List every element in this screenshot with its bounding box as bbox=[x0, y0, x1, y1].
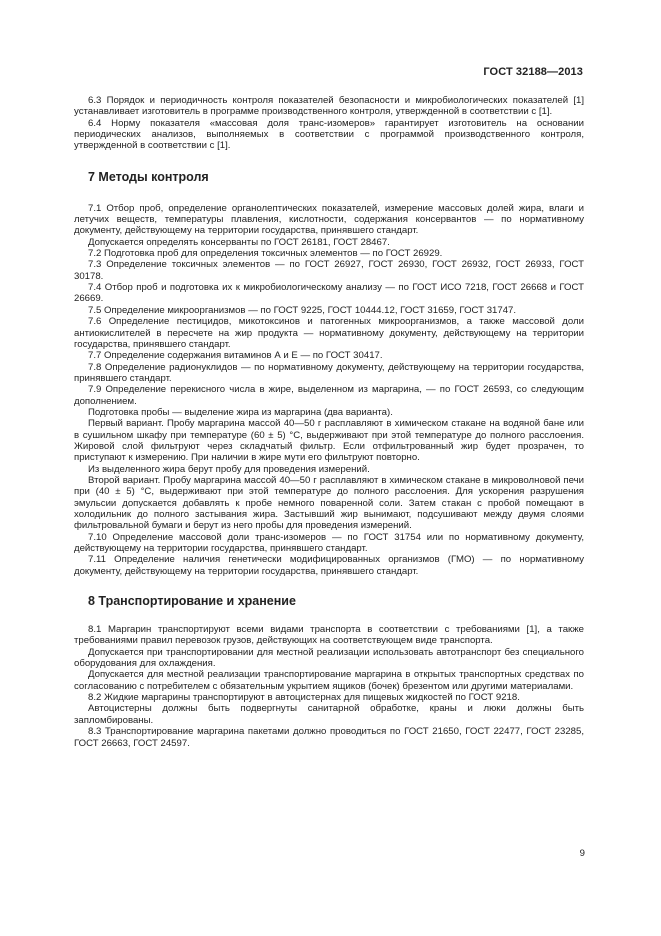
paragraph-8-3: 8.3 Транспортирование маргарина пакетами должно проводиться по ГОСТ 21650, ГОСТ 22477, ГОСТ 23285, ГОСТ 26663, ГОСТ 24597. bbox=[74, 726, 584, 749]
paragraph-7-9-variant-2: Второй вариант. Пробу маргарина массой 40—50 г расплавляют в химическом стакане в микроволновой печи при (40 ± 5) °С, выдерживают при этой температуре до полного расслоения. Для ускорения разрушения эмульсии допускается добавлять к пробе немного поваренной соли. Затем стакан с пробой помещают в холодильник до полного застывания жира. Застывший жир вынимают, подсушивают между двумя слоями фильтровальной бумаги и берут из него пробы для проведения измерений. bbox=[74, 474, 584, 532]
paragraph-8-1-note-a: Допускается при транспортировании для местной реализации использовать автотранспорт без специального оборудования для охлаждения. bbox=[74, 646, 584, 670]
paragraph-7-2: 7.2 Подготовка проб для определения токсичных элементов — по ГОСТ 26929. bbox=[88, 248, 443, 260]
paragraph-7-1-note: Допускается определять консерванты по ГОСТ 26181, ГОСТ 28467. bbox=[88, 236, 390, 248]
paragraph-8-2: 8.2 Жидкие маргарины транспортируют в автоцистернах для пищевых жидкостей по ГОСТ 9218. bbox=[88, 692, 520, 704]
paragraph-7-9-variant-1: Первый вариант. Пробу маргарина массой 40—50 г расплавляют в химическом стакане на водяной бане или в сушильном шкафу при температуре (60 ± 5) °С, выдерживают при этой температуре до полного расслоения. Жировой слой фильтруют через складчатый фильтр. Если отфильтрованный жир будет прозрачен, то приступают к измерению. При наличии в жире мути его фильтруют повторно. bbox=[74, 418, 584, 464]
document-code-header: ГОСТ 32188—2013 bbox=[483, 66, 583, 78]
paragraph-8-2-note: Автоцистерны должны быть подвергнуты санитарной обработке, краны и люки должны быть запломбированы. bbox=[74, 703, 584, 726]
section-7-heading: 7 Методы контроля bbox=[88, 169, 209, 184]
paragraph-6-4: 6.4 Норму показателя «массовая доля транс-изомеров» гарантирует изготовитель на основании периодических анализов, выполняемых в соответствии с программой производственного контроля, утвержденной в соответствии с [1]. bbox=[74, 117, 584, 152]
paragraph-7-7: 7.7 Определение содержания витаминов А и Е — по ГОСТ 30417. bbox=[88, 350, 383, 362]
paragraph-7-3: 7.3 Определение токсичных элементов — по ГОСТ 26927, ГОСТ 26930, ГОСТ 26932, ГОСТ 26933, ГОСТ 30178. bbox=[74, 259, 584, 282]
paragraph-8-1-note-b: Допускается для местной реализации транспортирование маргарина в открытых транспортных средствах по согласованию с потребителем с обязательным укрытием ящиков (бочек) брезентом или другими материалами. bbox=[74, 669, 584, 692]
paragraph-6-3: 6.3 Порядок и периодичность контроля показателей безопасности и микробиологических показателей [1] устанавливает изготовитель в программе производственного контроля, утвержденной в соответствии с [1]. bbox=[74, 95, 584, 118]
paragraph-8-1: 8.1 Маргарин транспортируют всеми видами транспорта в соответствии с требованиями [1], а также требованиями правил перевозок грузов, действующих на соответствующем виде транспорта. bbox=[74, 624, 584, 647]
page-content bbox=[74, 95, 584, 749]
paragraph-7-6: 7.6 Определение пестицидов, микотоксинов и патогенных микроорганизмов, а также массовой доли антиокислителей в пересчете на жир продукта — нормативному документу, действующему на территории государства, принявшего стандарт. bbox=[74, 316, 584, 350]
paragraph-7-5: 7.5 Определение микроорганизмов — по ГОСТ 9225, ГОСТ 10444.12, ГОСТ 31659, ГОСТ 31747. bbox=[88, 304, 517, 316]
paragraph-7-8: 7.8 Определение радионуклидов — по нормативному документу, действующему на территории государства, принявшего стандарт. bbox=[74, 361, 584, 384]
page-number: 9 bbox=[579, 848, 585, 859]
paragraph-7-9-sample-take: Из выделенного жира берут пробу для проведения измерений. bbox=[88, 463, 370, 475]
section-8-heading: 8 Транспортирование и хранение bbox=[88, 594, 296, 609]
paragraph-7-10: 7.10 Определение массовой доли транс-изомеров — по ГОСТ 31754 или по нормативному документу, действующему на территории государства, принявшего стандарт. bbox=[74, 531, 584, 555]
paragraph-7-1: 7.1 Отбор проб, определение органолептических показателей, измерение массовых долей жира, влаги и летучих веществ, температуры плавления, кислотности, содержания консервантов — по нормативному документу, действующему на территории государства, принявшего стандарт. bbox=[74, 202, 584, 237]
paragraph-7-4: 7.4 Отбор проб и подготовка их к микробиологическому анализу — по ГОСТ ИСО 7218, ГОСТ 26668 и ГОСТ 26669. bbox=[74, 282, 584, 305]
paragraph-7-11: 7.11 Определение наличия генетически модифицированных организмов (ГМО) — по нормативному документу, действующему на территории государства, принявшего стандарт. bbox=[74, 554, 584, 577]
paragraph-7-9: 7.9 Определение перекисного числа в жире, выделенном из маргарина, — по ГОСТ 26593, со следующим дополнением. bbox=[74, 384, 584, 407]
paragraph-7-9-sample-prep: Подготовка пробы — выделение жира из маргарина (два варианта). bbox=[88, 406, 393, 418]
